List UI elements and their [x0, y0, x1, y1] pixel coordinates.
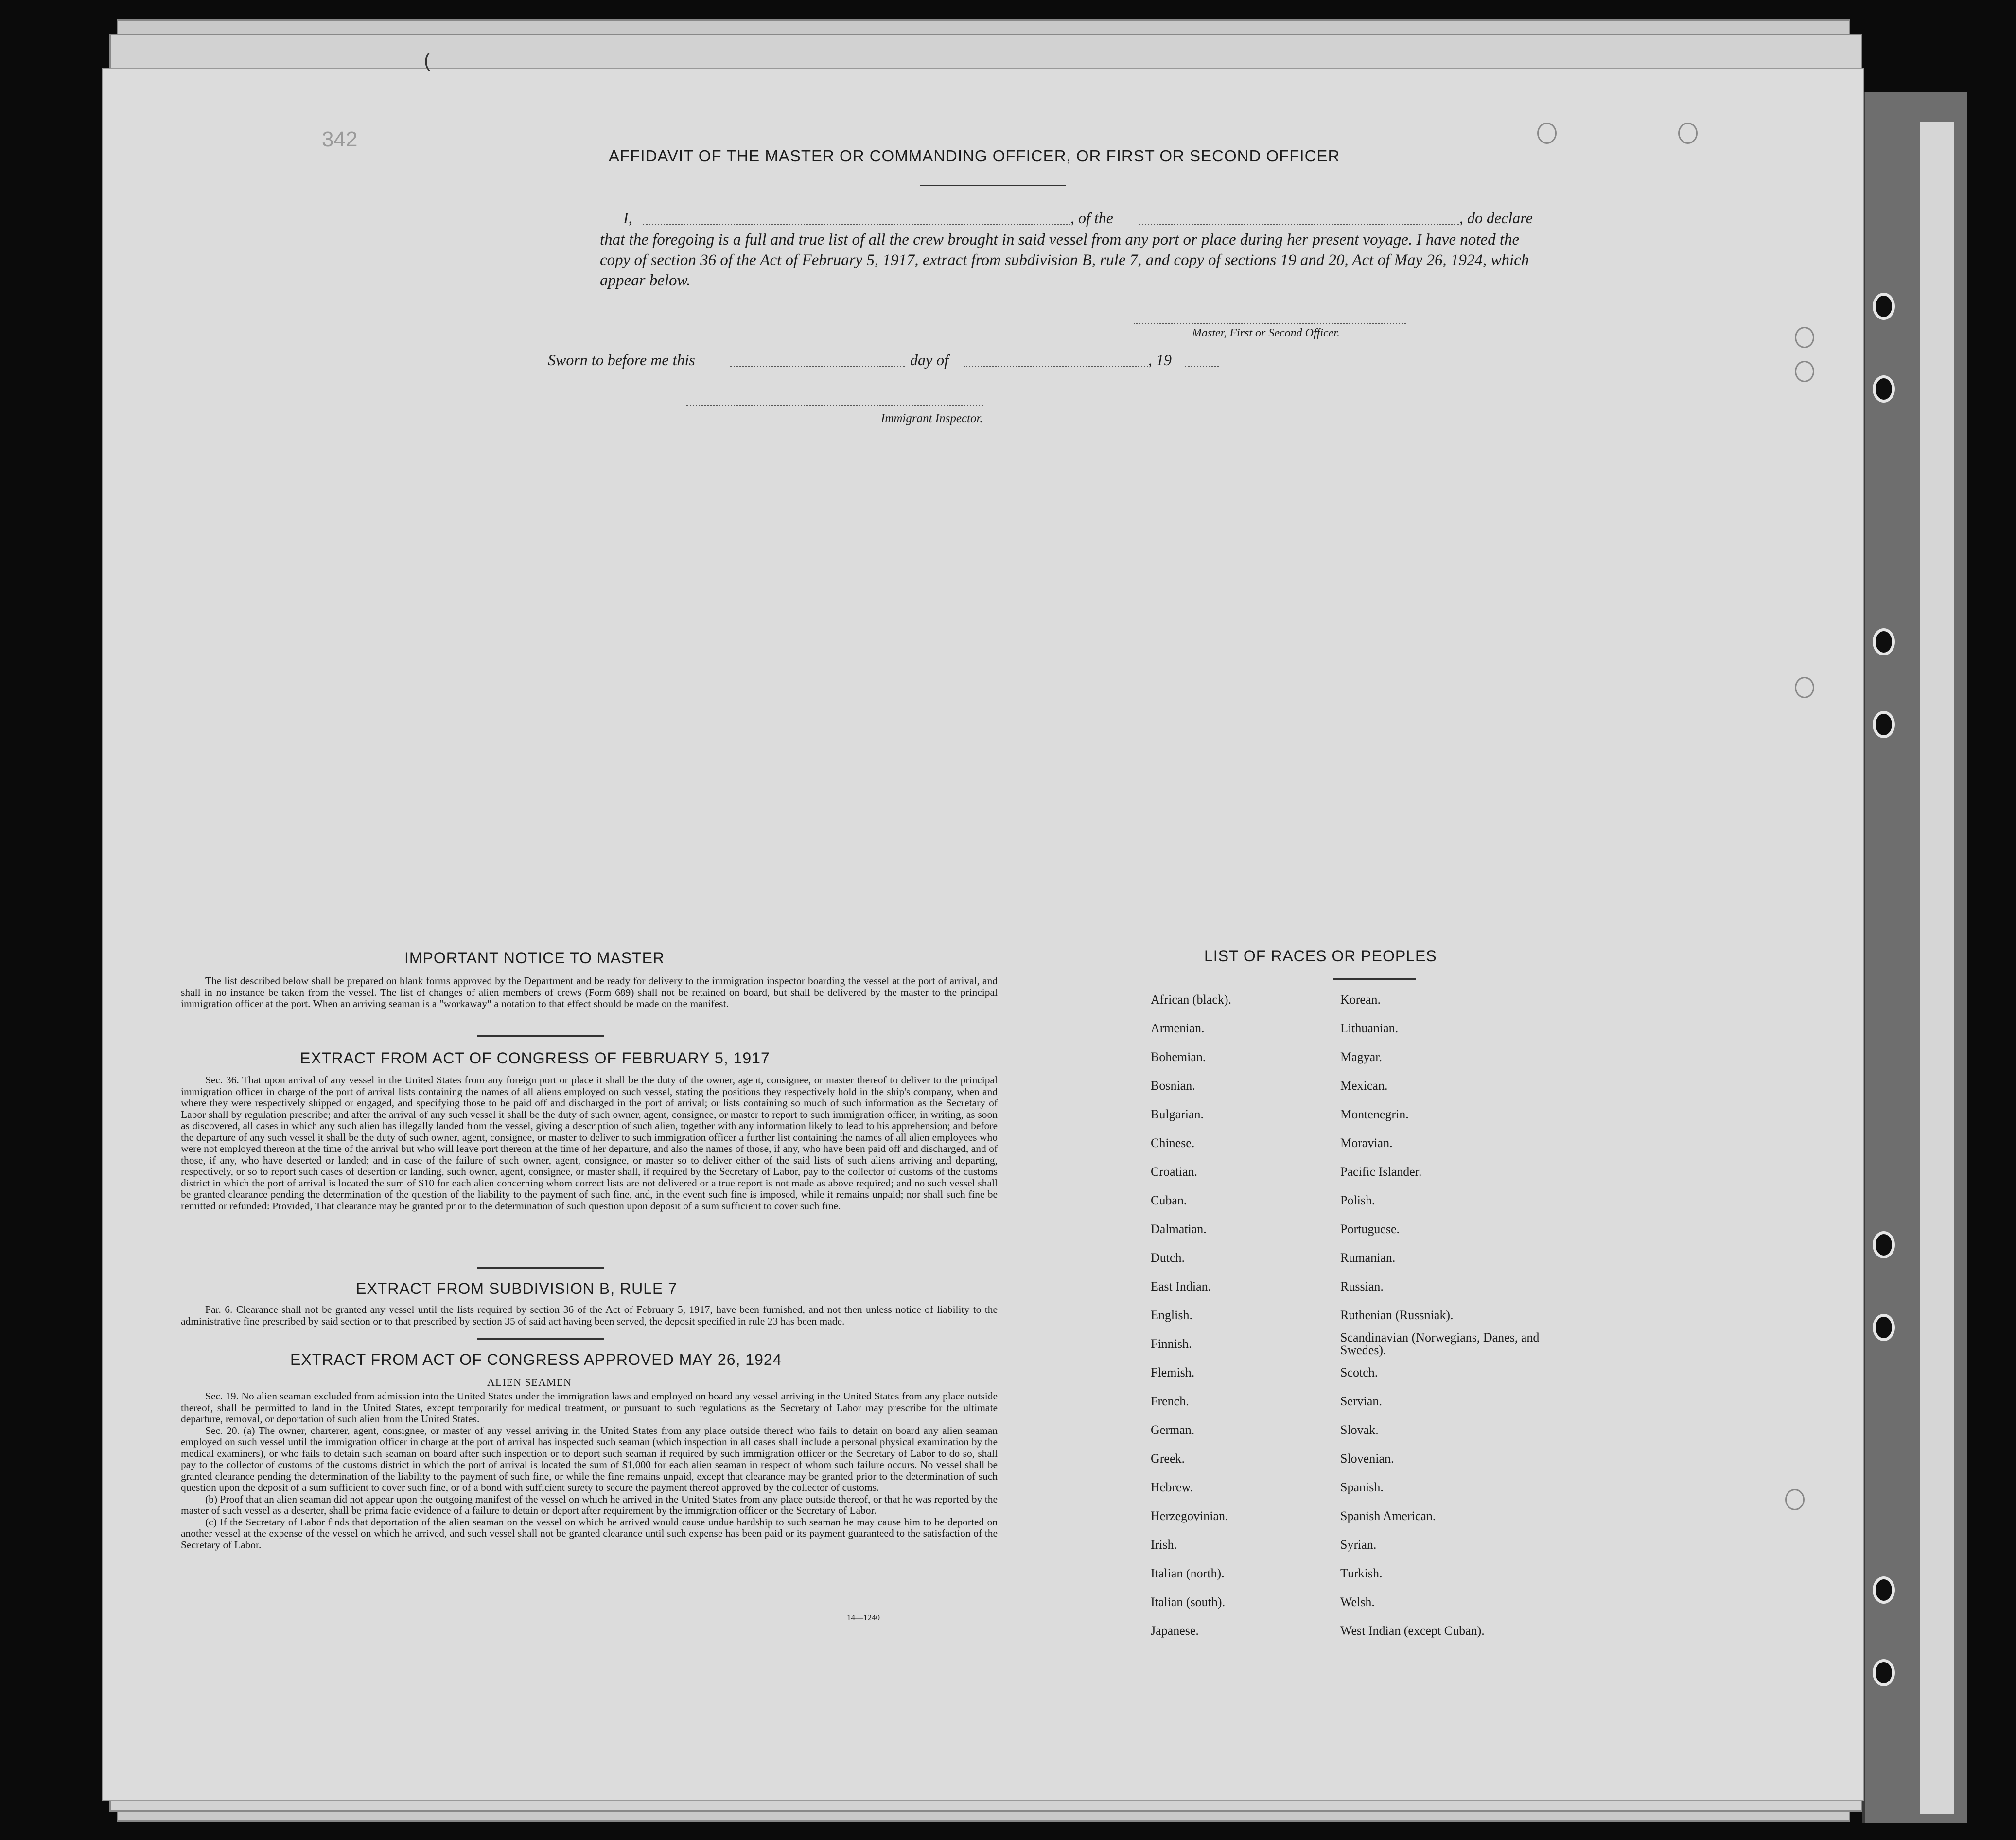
extract-1924-title: EXTRACT FROM ACT OF CONGRESS APPROVED MAY 26, 1924	[290, 1351, 782, 1368]
race-item: Dalmatian.	[1151, 1222, 1207, 1236]
ring-mark	[1537, 123, 1557, 144]
title-rule	[920, 185, 1066, 186]
race-item: Bulgarian.	[1151, 1107, 1204, 1121]
race-item: Montenegrin.	[1340, 1107, 1409, 1121]
inspector-signature-blank	[686, 405, 983, 406]
sworn-label: Sworn to before me this	[548, 351, 695, 369]
of-the-label: , of the	[1070, 209, 1113, 227]
punch-hole	[1873, 1231, 1895, 1258]
form-number: 14—1240	[847, 1613, 880, 1622]
page-number-mark: 342	[322, 127, 358, 151]
race-item: Rumanian.	[1340, 1251, 1396, 1265]
race-item: Finnish.	[1151, 1337, 1192, 1351]
year-label: , 19	[1148, 351, 1172, 369]
section-rule	[477, 1338, 604, 1340]
extract-rule7-body: Par. 6. Clearance shall not be granted any vessel until the lists required by section 36 of the Act of February 5, 1917, have been furnished, and not then unless notice of liability to the administrative fine prescribed by said section or to that prescribed by section 35 of said act having been served, the deposit specified in rule 23 has been made.	[181, 1304, 998, 1327]
race-item: Mexican.	[1340, 1079, 1388, 1093]
race-item: Herzegovinian.	[1151, 1509, 1228, 1523]
race-item: Bohemian.	[1151, 1050, 1206, 1064]
race-item: Lithuanian.	[1340, 1021, 1399, 1035]
race-item: Slovak.	[1340, 1423, 1379, 1437]
margin-mark: (	[424, 50, 431, 71]
race-item: Cuban.	[1151, 1193, 1187, 1207]
races-right-column	[1340, 985, 1554, 1645]
race-item: East Indian.	[1151, 1279, 1211, 1293]
affidavit-title: AFFIDAVIT OF THE MASTER OR COMMANDING OFFICER, OR FIRST OR SECOND OFFICER	[609, 147, 1340, 165]
race-item: Syrian.	[1340, 1538, 1377, 1552]
inspector-label: Immigrant Inspector.	[881, 412, 983, 425]
extract-1917-body: Sec. 36. That upon arrival of any vessel in the United States from any foreign port or place it shall be the duty of the owner, agent, consignee, or master thereof to deliver to the principal immigration officer in charge of the port of arrival lists containing the names of all aliens employed on such vessel, stating the positions they respectively hold in the ship's company, when and where they were respectively shipped or engaged, and specifying those to be paid off and discharged in the port of arrival; or lists containing so much of such information as the Secretary of Labor shall by regulation prescribe; and after the arrival of any such vessel it shall be the duty of such owner, agent, consignee, or master to report to such immigration officer, in writing, as soon as discovered, all cases in which any such alien has illegally landed from the vessel, giving a description of such alien, together with any information likely to lead to his apprehension; and before the departure of any such vessel it shall be the duty of such owner, agent, consignee, or master to deliver to such immigration officer a further list containing the names of all alien employees who were not employed thereon at the time of the arrival but who will leave port thereon at the time of her departure, and also the names of those, if any, who have been paid off and discharged, and of those, if any, who have deserted or landed; and in case of the failure of such owner, agent, consignee, or master so to deliver either of the said lists of such aliens arriving and departing, respectively, or so to report such cases of desertion or landing, such owner, agent, consignee, or master shall, if required by the Secretary of Labor, pay to the collector of customs of the customs district in which the port of arrival is located the sum of $10 for each alien concerning whom correct lists are not delivered or a true report is not made as above required; and no such vessel shall be granted clearance pending the determination of the question of the liability to the payment of such fine, and, in the event such fine is imposed, while it remains unpaid; nor shall such fine be remitted or refunded: Provided, That clearance may be granted prior to the determination of such question upon deposit of a sum sufficient to cover such fine.	[181, 1074, 998, 1212]
races-title: LIST OF RACES OR PEOPLES	[1204, 947, 1437, 965]
punch-hole	[1873, 1314, 1895, 1341]
race-item: Turkish.	[1340, 1566, 1383, 1580]
race-item: Flemish.	[1151, 1365, 1195, 1380]
race-item: Korean.	[1340, 992, 1381, 1007]
race-item: African (black).	[1151, 992, 1232, 1007]
races-left-column	[1151, 985, 1231, 1645]
race-item: Spanish American.	[1340, 1509, 1436, 1523]
day-of-label: day of	[910, 351, 949, 369]
master-label: Master, First or Second Officer.	[1192, 327, 1340, 339]
race-item: Italian (south).	[1151, 1595, 1226, 1609]
race-item: French.	[1151, 1394, 1189, 1408]
extract-rule7-title: EXTRACT FROM SUBDIVISION B, RULE 7	[356, 1280, 678, 1297]
document-page	[102, 50, 1864, 1801]
sec-20a-paragraph: Sec. 20. (a) The owner, charterer, agent, consignee, or master of any vessel arriving in the United States from any place outside thereof who fails to detain on board any alien seaman employed on such vessel until the immigration officer in charge at the port of arrival has inspected such seaman (which inspection in all cases shall include a personal physical examination by the medical examiners), or who fails to detain such seaman on board after such inspection or to deport such seaman if required by such immigration officer or the Secretary of Labor to do so, shall pay to the collector of customs of the customs district in which the port of arrival is located the sum of $1,000 for each alien seaman in respect of whom such failure occurs. No vessel shall be granted clearance pending the determination of the liability to the payment of such fine, or while the fine remains unpaid, except that clearance may be granted prior to the determination of such question upon the deposit of a sum sufficient to cover such fine, or of a bond with sufficient surety to secure the payment thereof approved by the collector of customs.	[181, 1424, 998, 1493]
ring-mark	[1678, 123, 1698, 144]
race-item: Scotch.	[1340, 1365, 1378, 1380]
race-item: Magyar.	[1340, 1050, 1382, 1064]
race-item: Slovenian.	[1340, 1451, 1394, 1466]
extract-1917-title: EXTRACT FROM ACT OF CONGRESS OF FEBRUARY 5, 1917	[300, 1049, 770, 1067]
punch-hole	[1873, 293, 1895, 320]
ring-mark	[1795, 361, 1814, 382]
punch-hole	[1873, 711, 1895, 738]
race-item: Servian.	[1340, 1394, 1382, 1408]
race-item: Welsh.	[1340, 1595, 1375, 1609]
race-item: Dutch.	[1151, 1251, 1185, 1265]
do-declare-label: , do declare	[1459, 209, 1533, 227]
declaration-text: that the foregoing is a full and true list of all the crew brought in said vessel from any port or place during her present voyage. I have noted the copy of section 36 of the Act of February 5, 1917, extract from subdivision B, rule 7, and copy of sections 19 and 20, Act of May 26, 1924, which appear below.	[600, 231, 1529, 289]
race-item: Spanish.	[1340, 1480, 1384, 1494]
race-item: Irish.	[1151, 1538, 1177, 1552]
binder-spine-inner	[1920, 122, 1954, 1814]
sec-19-paragraph: Sec. 19. No alien seaman excluded from admission into the United States under the immigration laws and employed on board any vessel arriving in the United States from any place outside thereof, shall be permitted to land in the United States, except temporarily for medical treatment, or pursuant to such regulations as the Secretary of Labor may prescribe for the ultimate departure, removal, or deportation of such alien from the United States.	[181, 1390, 998, 1425]
ring-mark	[1785, 1489, 1805, 1510]
punch-hole	[1873, 375, 1895, 403]
race-item: Russian.	[1340, 1279, 1384, 1293]
race-item: Hebrew.	[1151, 1480, 1193, 1494]
year-blank	[1185, 366, 1219, 367]
month-blank	[964, 366, 1148, 367]
i-label: I,	[623, 209, 632, 227]
notice-title: IMPORTANT NOTICE TO MASTER	[404, 949, 665, 967]
ring-mark	[1795, 327, 1814, 348]
punch-hole	[1873, 1659, 1895, 1686]
sec-20b-paragraph: (b) Proof that an alien seaman did not appear upon the outgoing manifest of the vessel on which he arrived in the United States from any place outside thereof, or that he was reported by the master of such vessel as a deserter, shall be prima facie evidence of a failure to detain or deport after requirement by the immigration officer or the Secretary of Labor.	[181, 1493, 998, 1516]
section-rule	[477, 1267, 604, 1269]
section-rule	[477, 1035, 604, 1037]
race-item: Bosnian.	[1151, 1079, 1195, 1093]
race-item: Portuguese.	[1340, 1222, 1400, 1236]
race-item: West Indian (except Cuban).	[1340, 1624, 1485, 1638]
race-item: English.	[1151, 1308, 1192, 1322]
ring-mark	[1795, 677, 1814, 698]
punch-hole	[1873, 628, 1895, 655]
alien-seamen-subtitle: ALIEN SEAMEN	[487, 1376, 572, 1388]
master-signature-blank	[1134, 323, 1406, 324]
race-item: Moravian.	[1340, 1136, 1393, 1150]
race-item: Chinese.	[1151, 1136, 1195, 1150]
race-item: Japanese.	[1151, 1624, 1199, 1638]
extract-1924-body	[181, 1391, 998, 1551]
vessel-blank	[1139, 224, 1459, 225]
day-blank	[730, 366, 905, 367]
race-item: Ruthenian (Russniak).	[1340, 1308, 1454, 1322]
race-item: Croatian.	[1151, 1165, 1198, 1179]
race-item: Scandinavian (Norwegians, Danes, and Swedes).	[1340, 1330, 1540, 1357]
sec-20c-paragraph: (c) If the Secretary of Labor finds that deportation of the alien seaman on the vessel on which he arrived would cause undue hardship to such seaman he may cause him to be deported on another vessel at the expense of the vessel on which he arrived, and such vessel shall not be granted clearance until such expense has been paid or its payment guaranteed to the satisfaction of the Secretary of Labor.	[181, 1516, 998, 1551]
race-item: German.	[1151, 1423, 1195, 1437]
race-item: Armenian.	[1151, 1021, 1205, 1035]
race-item: Greek.	[1151, 1451, 1185, 1466]
race-item: Pacific Islander.	[1340, 1165, 1422, 1179]
notice-body: The list described below shall be prepared on blank forms approved by the Department and be ready for delivery to the immigration inspector boarding the vessel at the port of arrival, and shall in no instance be taken from the vessel. The list of changes of alien members of crews (Form 689) shall not be retained on board, but shall be delivered by the master to the principal immigration officer at the port. When an arriving seaman is a "workaway" a notation to that effect should be made on the manifest.	[181, 975, 998, 1009]
race-item: Polish.	[1340, 1193, 1375, 1207]
name-blank	[643, 224, 1070, 225]
punch-hole	[1873, 1576, 1895, 1604]
races-rule	[1333, 978, 1416, 980]
race-item: Italian (north).	[1151, 1566, 1225, 1580]
